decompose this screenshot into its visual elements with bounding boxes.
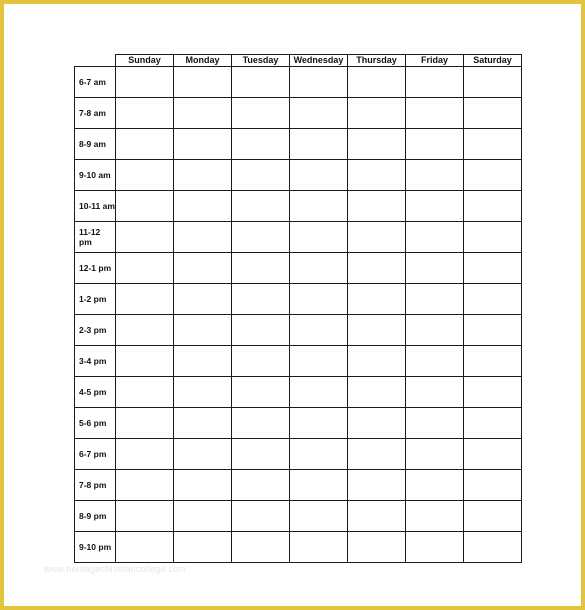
table-row bbox=[75, 253, 522, 284]
schedule-cell-wednesday[interactable] bbox=[290, 98, 348, 129]
schedule-cell-wednesday[interactable] bbox=[290, 284, 348, 315]
schedule-cell-monday[interactable] bbox=[174, 191, 232, 222]
table-row bbox=[75, 98, 522, 129]
schedule-page bbox=[4, 4, 581, 606]
day-header-saturday: Saturday bbox=[464, 55, 522, 67]
schedule-cell-thursday[interactable] bbox=[348, 284, 406, 315]
table-row bbox=[75, 222, 522, 253]
schedule-cell-monday[interactable] bbox=[174, 501, 232, 532]
schedule-cell-saturday[interactable] bbox=[464, 129, 522, 160]
schedule-cell-wednesday[interactable] bbox=[290, 129, 348, 160]
schedule-cell-tuesday[interactable] bbox=[232, 67, 290, 98]
schedule-cell-monday[interactable] bbox=[174, 408, 232, 439]
day-header-sunday: Sunday bbox=[116, 55, 174, 67]
schedule-cell-sunday[interactable] bbox=[116, 377, 174, 408]
schedule-cell-friday[interactable] bbox=[406, 67, 464, 98]
schedule-cell-thursday[interactable] bbox=[348, 501, 406, 532]
schedule-cell-saturday[interactable] bbox=[464, 408, 522, 439]
day-header-wednesday: Wednesday bbox=[290, 55, 348, 67]
schedule-cell-tuesday[interactable] bbox=[232, 191, 290, 222]
table-row bbox=[75, 439, 522, 470]
schedule-cell-thursday[interactable] bbox=[348, 532, 406, 563]
corner-cell bbox=[75, 55, 116, 67]
schedule-cell-monday[interactable] bbox=[174, 315, 232, 346]
schedule-cell-saturday[interactable] bbox=[464, 98, 522, 129]
schedule-cell-friday[interactable] bbox=[406, 408, 464, 439]
schedule-cell-thursday[interactable] bbox=[348, 408, 406, 439]
time-slot-label: 2-3 pm bbox=[75, 315, 116, 346]
schedule-cell-thursday[interactable] bbox=[348, 129, 406, 160]
schedule-cell-saturday[interactable] bbox=[464, 501, 522, 532]
schedule-cell-monday[interactable] bbox=[174, 377, 232, 408]
schedule-cell-monday[interactable] bbox=[174, 470, 232, 501]
schedule-cell-wednesday[interactable] bbox=[290, 377, 348, 408]
schedule-cell-friday[interactable] bbox=[406, 470, 464, 501]
table-row bbox=[75, 129, 522, 160]
time-slot-label: 4-5 pm bbox=[75, 377, 116, 408]
schedule-cell-friday[interactable] bbox=[406, 501, 464, 532]
schedule-cell-tuesday[interactable] bbox=[232, 408, 290, 439]
schedule-cell-monday[interactable] bbox=[174, 284, 232, 315]
schedule-cell-sunday[interactable] bbox=[116, 253, 174, 284]
day-header-row bbox=[75, 55, 522, 67]
schedule-cell-friday[interactable] bbox=[406, 253, 464, 284]
schedule-cell-wednesday[interactable] bbox=[290, 501, 348, 532]
table-row bbox=[75, 191, 522, 222]
schedule-cell-tuesday[interactable] bbox=[232, 439, 290, 470]
schedule-cell-tuesday[interactable] bbox=[232, 377, 290, 408]
schedule-cell-sunday[interactable] bbox=[116, 346, 174, 377]
schedule-cell-saturday[interactable] bbox=[464, 439, 522, 470]
schedule-cell-monday[interactable] bbox=[174, 222, 232, 253]
schedule-cell-monday[interactable] bbox=[174, 532, 232, 563]
schedule-cell-friday[interactable] bbox=[406, 98, 464, 129]
table-row bbox=[75, 315, 522, 346]
time-slot-label: 5-6 pm bbox=[75, 408, 116, 439]
table-row bbox=[75, 408, 522, 439]
schedule-cell-thursday[interactable] bbox=[348, 160, 406, 191]
schedule-cell-thursday[interactable] bbox=[348, 67, 406, 98]
table-row bbox=[75, 501, 522, 532]
schedule-cell-friday[interactable] bbox=[406, 439, 464, 470]
schedule-cell-saturday[interactable] bbox=[464, 222, 522, 253]
schedule-cell-sunday[interactable] bbox=[116, 222, 174, 253]
table-row bbox=[75, 160, 522, 191]
day-header-tuesday: Tuesday bbox=[232, 55, 290, 67]
time-slot-label: 11-12 pm bbox=[75, 222, 116, 253]
schedule-cell-tuesday[interactable] bbox=[232, 470, 290, 501]
schedule-cell-thursday[interactable] bbox=[348, 191, 406, 222]
schedule-cell-sunday[interactable] bbox=[116, 129, 174, 160]
schedule-cell-tuesday[interactable] bbox=[232, 253, 290, 284]
time-slot-label: 7-8 am bbox=[75, 98, 116, 129]
schedule-cell-monday[interactable] bbox=[174, 439, 232, 470]
schedule-cell-saturday[interactable] bbox=[464, 346, 522, 377]
schedule-cell-wednesday[interactable] bbox=[290, 315, 348, 346]
watermark-text: www.heritagechristiancollege.com bbox=[44, 564, 186, 574]
schedule-cell-wednesday[interactable] bbox=[290, 253, 348, 284]
time-slot-label: 12-1 pm bbox=[75, 253, 116, 284]
schedule-cell-sunday[interactable] bbox=[116, 439, 174, 470]
time-slot-label: 8-9 pm bbox=[75, 501, 116, 532]
schedule-cell-tuesday[interactable] bbox=[232, 129, 290, 160]
time-slot-rows bbox=[75, 67, 522, 563]
schedule-cell-tuesday[interactable] bbox=[232, 284, 290, 315]
schedule-cell-tuesday[interactable] bbox=[232, 160, 290, 191]
schedule-cell-monday[interactable] bbox=[174, 67, 232, 98]
schedule-cell-sunday[interactable] bbox=[116, 501, 174, 532]
time-slot-label: 6-7 am bbox=[75, 67, 116, 98]
time-slot-label: 9-10 pm bbox=[75, 532, 116, 563]
day-header-friday: Friday bbox=[406, 55, 464, 67]
schedule-cell-monday[interactable] bbox=[174, 346, 232, 377]
schedule-cell-sunday[interactable] bbox=[116, 67, 174, 98]
schedule-cell-friday[interactable] bbox=[406, 532, 464, 563]
schedule-cell-sunday[interactable] bbox=[116, 408, 174, 439]
schedule-cell-wednesday[interactable] bbox=[290, 222, 348, 253]
schedule-cell-friday[interactable] bbox=[406, 315, 464, 346]
day-header-thursday: Thursday bbox=[348, 55, 406, 67]
schedule-cell-saturday[interactable] bbox=[464, 191, 522, 222]
schedule-cell-wednesday[interactable] bbox=[290, 191, 348, 222]
schedule-cell-thursday[interactable] bbox=[348, 98, 406, 129]
schedule-cell-friday[interactable] bbox=[406, 284, 464, 315]
schedule-cell-wednesday[interactable] bbox=[290, 532, 348, 563]
schedule-cell-thursday[interactable] bbox=[348, 315, 406, 346]
schedule-cell-tuesday[interactable] bbox=[232, 98, 290, 129]
schedule-cell-friday[interactable] bbox=[406, 377, 464, 408]
schedule-cell-friday[interactable] bbox=[406, 222, 464, 253]
time-slot-label: 6-7 pm bbox=[75, 439, 116, 470]
table-row bbox=[75, 284, 522, 315]
schedule-cell-sunday[interactable] bbox=[116, 470, 174, 501]
day-header-monday: Monday bbox=[174, 55, 232, 67]
time-slot-label: 8-9 am bbox=[75, 129, 116, 160]
schedule-cell-sunday[interactable] bbox=[116, 191, 174, 222]
schedule-cell-sunday[interactable] bbox=[116, 284, 174, 315]
schedule-cell-monday[interactable] bbox=[174, 160, 232, 191]
schedule-cell-tuesday[interactable] bbox=[232, 532, 290, 563]
schedule-cell-thursday[interactable] bbox=[348, 253, 406, 284]
schedule-cell-saturday[interactable] bbox=[464, 315, 522, 346]
schedule-cell-friday[interactable] bbox=[406, 129, 464, 160]
schedule-cell-wednesday[interactable] bbox=[290, 470, 348, 501]
schedule-cell-sunday[interactable] bbox=[116, 315, 174, 346]
schedule-cell-thursday[interactable] bbox=[348, 222, 406, 253]
schedule-cell-friday[interactable] bbox=[406, 160, 464, 191]
schedule-cell-saturday[interactable] bbox=[464, 470, 522, 501]
schedule-cell-tuesday[interactable] bbox=[232, 315, 290, 346]
schedule-cell-wednesday[interactable] bbox=[290, 439, 348, 470]
schedule-cell-saturday[interactable] bbox=[464, 67, 522, 98]
schedule-cell-saturday[interactable] bbox=[464, 160, 522, 191]
schedule-cell-wednesday[interactable] bbox=[290, 67, 348, 98]
schedule-cell-sunday[interactable] bbox=[116, 532, 174, 563]
schedule-cell-saturday[interactable] bbox=[464, 284, 522, 315]
schedule-cell-monday[interactable] bbox=[174, 253, 232, 284]
table-row bbox=[75, 67, 522, 98]
table-row bbox=[75, 377, 522, 408]
time-slot-label: 9-10 am bbox=[75, 160, 116, 191]
schedule-cell-monday[interactable] bbox=[174, 98, 232, 129]
time-slot-label: 1-2 pm bbox=[75, 284, 116, 315]
schedule-cell-sunday[interactable] bbox=[116, 160, 174, 191]
schedule-cell-thursday[interactable] bbox=[348, 346, 406, 377]
schedule-cell-friday[interactable] bbox=[406, 346, 464, 377]
schedule-cell-friday[interactable] bbox=[406, 191, 464, 222]
schedule-cell-saturday[interactable] bbox=[464, 377, 522, 408]
schedule-cell-sunday[interactable] bbox=[116, 98, 174, 129]
schedule-cell-thursday[interactable] bbox=[348, 439, 406, 470]
time-slot-label: 7-8 pm bbox=[75, 470, 116, 501]
schedule-cell-saturday[interactable] bbox=[464, 532, 522, 563]
table-row bbox=[75, 346, 522, 377]
schedule-cell-wednesday[interactable] bbox=[290, 346, 348, 377]
time-slot-label: 10-11 am bbox=[75, 191, 116, 222]
table-row bbox=[75, 532, 522, 563]
schedule-cell-wednesday[interactable] bbox=[290, 408, 348, 439]
schedule-cell-thursday[interactable] bbox=[348, 470, 406, 501]
schedule-cell-thursday[interactable] bbox=[348, 377, 406, 408]
time-slot-label: 3-4 pm bbox=[75, 346, 116, 377]
weekly-schedule-table bbox=[74, 54, 522, 563]
schedule-cell-tuesday[interactable] bbox=[232, 222, 290, 253]
schedule-cell-tuesday[interactable] bbox=[232, 501, 290, 532]
table-row bbox=[75, 470, 522, 501]
schedule-cell-tuesday[interactable] bbox=[232, 346, 290, 377]
schedule-cell-saturday[interactable] bbox=[464, 253, 522, 284]
schedule-cell-monday[interactable] bbox=[174, 129, 232, 160]
schedule-cell-wednesday[interactable] bbox=[290, 160, 348, 191]
